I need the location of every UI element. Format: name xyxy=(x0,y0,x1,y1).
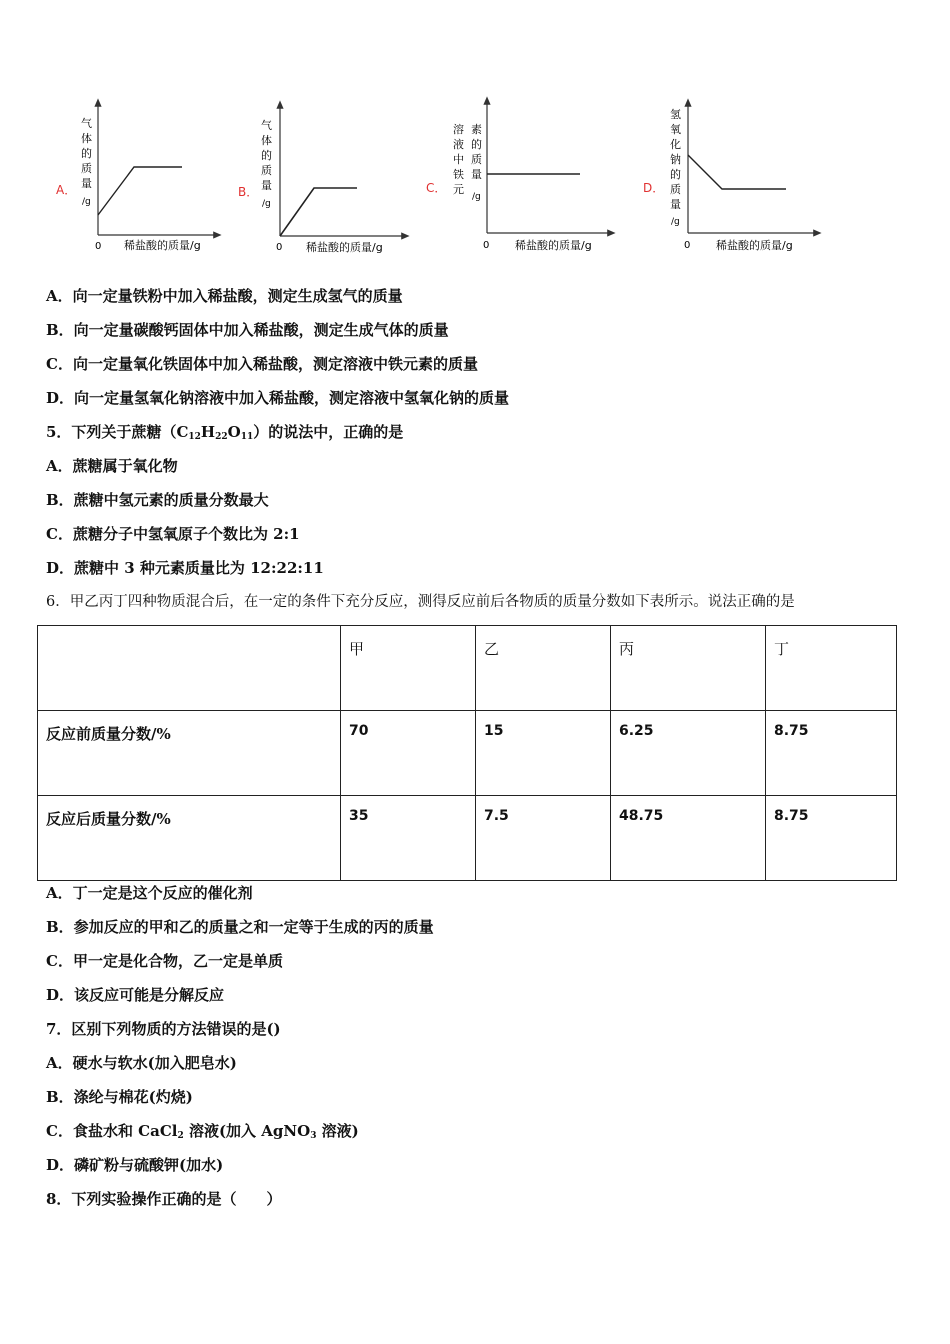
graph-d-ylabel-4: 的 xyxy=(670,168,681,181)
graph-d-ylabel-1: 氧 xyxy=(670,123,681,136)
graph-c-ylabel2-2: 质 xyxy=(471,153,482,166)
graph-d-yunit: /g xyxy=(671,217,680,227)
graph-a-ylabel-2: 的 xyxy=(81,147,92,160)
graph-b-ylabel-3: 质 xyxy=(261,164,272,177)
table-cell: 70 xyxy=(341,711,476,796)
graph-d-ylabel-0: 氢 xyxy=(670,108,681,121)
q5-stem-post: ）的说法中，正确的是 xyxy=(253,423,404,441)
graph-b-xlabel: 稀盐酸的质量/g xyxy=(306,241,383,254)
q5-option-c: C．蔗糖分子中氢氧原子个数比为 2:1 xyxy=(46,525,300,543)
table-cell: 8.75 xyxy=(766,796,897,881)
graph-b-letter: B． xyxy=(238,185,259,199)
q6-option-b: B．参加反应的甲和乙的质量之和一定等于生成的丙的质量 xyxy=(46,918,434,936)
graph-d-xlabel: 稀盐酸的质量/g xyxy=(716,239,793,252)
graph-a-xlabel: 稀盐酸的质量/g xyxy=(124,239,201,252)
q5-sub-o: 11 xyxy=(240,432,254,442)
graph-b-ylabel-1: 体 xyxy=(261,134,272,147)
table-header-bing: 丙 xyxy=(611,626,766,711)
table-cell: 6.25 xyxy=(611,711,766,796)
q5-stem xyxy=(46,422,403,442)
q7-option-b: B．涤纶与棉花(灼烧) xyxy=(46,1088,193,1106)
graph-c xyxy=(426,100,612,252)
q7-option-a: A．硬水与软水(加入肥皂水) xyxy=(46,1054,237,1072)
graph-c-ylabel1-4: 元 xyxy=(453,183,464,196)
table-cell: 48.75 xyxy=(611,796,766,881)
table-row-label: 反应后质量分数/% xyxy=(38,796,341,881)
graph-b xyxy=(238,104,406,254)
q5-sub-c: 12 xyxy=(188,432,201,442)
graph-c-origin: 0 xyxy=(483,240,490,251)
graph-a-ylabel-3: 质 xyxy=(81,162,92,175)
q5-sub-h: 22 xyxy=(215,432,228,442)
q7-option-d: D．磷矿粉与硫酸钾(加水) xyxy=(46,1156,224,1174)
graph-c-ylabel1-2: 中 xyxy=(453,153,464,166)
q5-option-d: D．蔗糖中 3 种元素质量比为 12:22:11 xyxy=(46,559,324,577)
table-header-empty xyxy=(38,626,341,711)
q6-table xyxy=(37,625,897,881)
graph-d-ylabel-2: 化 xyxy=(670,138,681,151)
graph-b-ylabel-2: 的 xyxy=(261,149,272,162)
q4-option-b: B．向一定量碳酸钙固体中加入稀盐酸，测定生成气体的质量 xyxy=(46,321,449,339)
table-cell: 7.5 xyxy=(476,796,611,881)
q6-option-c: C．甲一定是化合物，乙一定是单质 xyxy=(46,952,283,970)
q6-option-d: D．该反应可能是分解反应 xyxy=(46,986,225,1004)
table-cell: 8.75 xyxy=(766,711,897,796)
table-row xyxy=(38,711,897,796)
graph-c-yunit: /g xyxy=(472,192,481,202)
graph-b-ylabel-0: 气 xyxy=(261,119,272,132)
graph-d-ylabel-5: 质 xyxy=(670,183,681,196)
table-row-label: 反应前质量分数/% xyxy=(38,711,341,796)
graph-b-curve xyxy=(280,188,357,236)
graph-a-curve xyxy=(98,167,182,215)
graph-d-origin: 0 xyxy=(684,240,691,251)
graph-a xyxy=(56,102,218,252)
graph-c-ylabel1-0: 溶 xyxy=(453,123,464,136)
q7-option-c-sub2: 3 xyxy=(310,1131,317,1141)
graph-c-ylabel2-3: 量 xyxy=(471,168,482,181)
graph-c-xlabel: 稀盐酸的质量/g xyxy=(515,239,592,252)
graph-c-letter: C． xyxy=(426,181,447,195)
graph-a-ylabel-1: 体 xyxy=(81,132,92,145)
q5-stem-pre: 5．下列关于蔗糖（C xyxy=(46,423,189,441)
graph-c-ylabel1-3: 铁 xyxy=(453,168,464,181)
graph-a-ylabel-0: 气 xyxy=(81,117,92,130)
graph-a-origin: 0 xyxy=(95,241,102,252)
table-header-ding: 丁 xyxy=(766,626,897,711)
table-header-jia: 甲 xyxy=(341,626,476,711)
graph-c-ylabel2-1: 的 xyxy=(471,138,482,151)
q6-stem: 6．甲乙丙丁四种物质混合后，在一定的条件下充分反应，测得反应前后各物质的质量分数如下表所示。说法正确的是 xyxy=(46,594,795,610)
graph-d-curve xyxy=(688,155,786,189)
table-header-yi: 乙 xyxy=(476,626,611,711)
graph-d-ylabel-3: 钠 xyxy=(670,153,681,166)
graph-d-ylabel-6: 量 xyxy=(670,198,681,211)
graph-b-yunit: /g xyxy=(262,199,271,209)
graph-a-letter: A． xyxy=(56,183,77,197)
graph-a-ylabel-4: 量 xyxy=(81,177,92,190)
q4-option-c: C．向一定量氧化铁固体中加入稀盐酸，测定溶液中铁元素的质量 xyxy=(46,355,478,373)
q4-option-a: A．向一定量铁粉中加入稀盐酸，测定生成氢气的质量 xyxy=(46,287,403,305)
q7-option-c-pre: C．食盐水和 CaCl xyxy=(46,1122,178,1140)
q4-option-d: D．向一定量氢氧化钠溶液中加入稀盐酸，测定溶液中氢氧化钠的质量 xyxy=(46,389,510,407)
table-header-row xyxy=(38,626,897,711)
q8-stem: 8．下列实验操作正确的是（ ） xyxy=(46,1190,282,1208)
q5-option-a: A．蔗糖属于氧化物 xyxy=(46,457,178,475)
graph-a-yunit: /g xyxy=(82,197,91,207)
graph-d xyxy=(643,102,818,252)
q6-option-a: A．丁一定是这个反应的催化剂 xyxy=(46,884,253,902)
graph-b-origin: 0 xyxy=(276,242,283,253)
q7-option-c-sub: 2 xyxy=(177,1131,184,1141)
q7-option-c-post: 溶液) xyxy=(316,1122,359,1140)
q5-option-b: B．蔗糖中氢元素的质量分数最大 xyxy=(46,491,269,509)
table-cell: 35 xyxy=(341,796,476,881)
graph-b-ylabel-4: 量 xyxy=(261,179,272,192)
q5-stem-o: O xyxy=(227,423,241,441)
table-row xyxy=(38,796,897,881)
graph-panel xyxy=(0,0,950,270)
graph-d-letter: D． xyxy=(643,181,665,195)
table-cell: 15 xyxy=(476,711,611,796)
q7-option-c xyxy=(46,1121,359,1141)
graph-c-ylabel1-1: 液 xyxy=(453,138,464,151)
q7-option-c-mid: 溶液(加入 AgNO xyxy=(183,1122,311,1140)
q7-stem: 7．区别下列物质的方法错误的是() xyxy=(46,1020,281,1038)
q5-stem-h: H xyxy=(200,423,216,441)
graph-c-ylabel2-0: 素 xyxy=(471,123,482,136)
